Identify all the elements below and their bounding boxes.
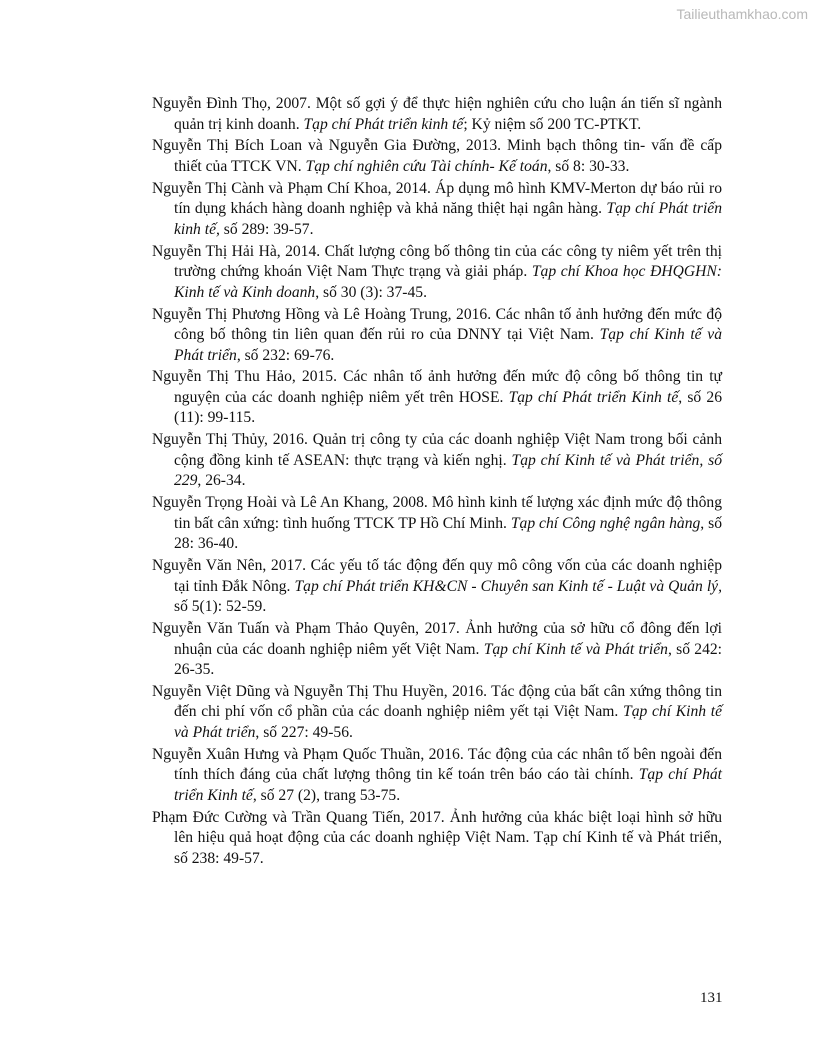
reference-text: Nguyễn Văn Tuấn và Phạm Thảo Quyên, 2017. Ảnh hưởng của sở hữu cổ đông đến lợi nhuận của các doanh nghiệp niêm yết Việt Nam. [152, 620, 722, 658]
reference-text: Nguyễn Việt Dũng và Nguyễn Thị Thu Huyền, 2016. Tác động của bất cân xứng thông tin đến chi phí vốn cổ phần của các doanh nghiệp niêm yết tại Việt Nam. [152, 682, 722, 721]
reference-item [152, 136, 722, 177]
journal-title: Tạp chí Phát triển Kinh tế [508, 388, 679, 406]
watermark: Tailieuthamkhao.com [676, 6, 808, 22]
reference-details: , 26-34. [197, 472, 246, 490]
reference-details: , số 26 (11): 99-115. [174, 388, 722, 427]
reference-item [152, 745, 722, 807]
reference-details: , số 8: 30-33. [547, 157, 630, 175]
reference-item [152, 367, 722, 429]
reference-text: Phạm Đức Cường và Trần Quang Tiến, 2017. Ảnh hưởng của khác biệt loại hình sở hữu lên hiệu quả hoạt động của các doanh nghiệp Việt Nam. Tạp chí Kinh tế và Phát triển, số 238: 49-57. [152, 808, 722, 867]
reference-text: Nguyễn Thị Hải Hà, 2014. Chất lượng công bố thông tin của các công ty niêm yết trên thị trường chứng khoán Việt Nam Thực trạng và giải pháp. [152, 242, 722, 281]
reference-text: Nguyễn Thị Cành và Phạm Chí Khoa, 2014. Áp dụng mô hình KMV-Merton dự báo rủi ro tín dụng khách hàng doanh nghiệp và khả năng thiệt hại ngân hàng. [152, 179, 722, 218]
reference-text: Nguyễn Trọng Hoài và Lê An Khang, 2008. Mô hình kinh tế lượng xác định mức độ thông tin bất cân xứng: tình huống TTCK TP Hồ Chí Minh. [152, 494, 722, 532]
reference-text: Nguyễn Thị Bích Loan và Nguyễn Gia Đường, 2013. Minh bạch thông tin- vấn đề cấp thiết của TTCK VN. [152, 137, 722, 175]
journal-title: Tạp chí nghiên cứu Tài chính- Kế toán [305, 157, 548, 175]
reference-item [152, 430, 722, 492]
journal-title: Tạp chí Kinh tế và Phát triển [174, 326, 722, 364]
journal-title: Tạp chí Phát triển kinh tế, [174, 200, 722, 238]
page-number: 131 [700, 990, 723, 1006]
reference-item [152, 242, 722, 304]
reference-item [152, 619, 722, 681]
reference-item [152, 808, 722, 870]
reference-item [152, 556, 722, 618]
journal-title: Tạp chí Kinh tế và Phát triển, số 229 [174, 451, 722, 490]
journal-title: Tạp chí Phát triển Kinh tế [174, 766, 722, 804]
reference-details: số 5(1): 52-59. [174, 598, 267, 616]
journal-title: Tạp chí Kinh tế và Phát triển [174, 703, 723, 741]
reference-details: , số 242: 26-35. [174, 640, 722, 679]
reference-text: Nguyễn Thị Thu Hảo, 2015. Các nhân tố ảnh hưởng đến mức độ công bố thông tin tự nguyện của các doanh nghiệp niêm yết trên HOSE. [152, 368, 722, 406]
journal-title: Tạp chí Phát triển kinh tế [303, 115, 464, 133]
journal-title: Tạp chí Phát triển KH&CN - Chuyên san Kinh tế - Luật và Quản lý, [294, 577, 722, 595]
reference-text: Nguyễn Xuân Hưng và Phạm Quốc Thuần, 2016. Tác động của các nhân tố bên ngoài đến tính thích đáng của chất lượng thông tin kế toán trên báo cáo tài chính. [152, 745, 722, 784]
reference-details: , số 30 (3): 37-45. [315, 283, 427, 301]
reference-details: ; Kỷ niệm số 200 TC-PTKT. [463, 115, 642, 133]
reference-item [152, 305, 722, 367]
reference-item [152, 682, 722, 744]
reference-list [152, 94, 722, 871]
reference-item [152, 493, 722, 555]
reference-text: Nguyễn Thị Thủy, 2016. Quản trị công ty của các doanh nghiệp Việt Nam trong bối cảnh cộng đồng kinh tế ASEAN: thực trạng và kiến nghị. [152, 431, 722, 469]
reference-details: , số 232: 69-76. [236, 346, 335, 364]
journal-title: Tạp chí Công nghệ ngân hàng [510, 514, 701, 532]
reference-item [152, 179, 722, 241]
reference-text: Nguyễn Văn Nên, 2017. Các yếu tố tác động đến quy mô công vốn của các doanh nghiệp tại tỉnh Đắk Nông. [152, 557, 722, 595]
reference-text: Nguyễn Đình Thọ, 2007. Một số gợi ý để thực hiện nghiên cứu cho luận án tiến sĩ ngành quản trị kinh doanh. [152, 95, 722, 133]
reference-details: , số 28: 36-40. [174, 514, 722, 553]
reference-details: , số 227: 49-56. [255, 723, 353, 741]
journal-title: Tạp chí Khoa học ĐHQGHN: Kinh tế và Kinh doanh [174, 263, 722, 301]
reference-text: Nguyễn Thị Phương Hồng và Lê Hoàng Trung, 2016. Các nhân tố ảnh hưởng đến mức độ công bố thông tin liên quan đến rủi ro của DNNY tại Việt Nam. [152, 305, 722, 344]
journal-title: Tạp chí Kinh tế và Phát triển [483, 640, 668, 658]
reference-details: số 289: 39-57. [219, 220, 314, 238]
reference-item [152, 94, 722, 135]
reference-details: , số 27 (2), trang 53-75. [252, 786, 401, 804]
